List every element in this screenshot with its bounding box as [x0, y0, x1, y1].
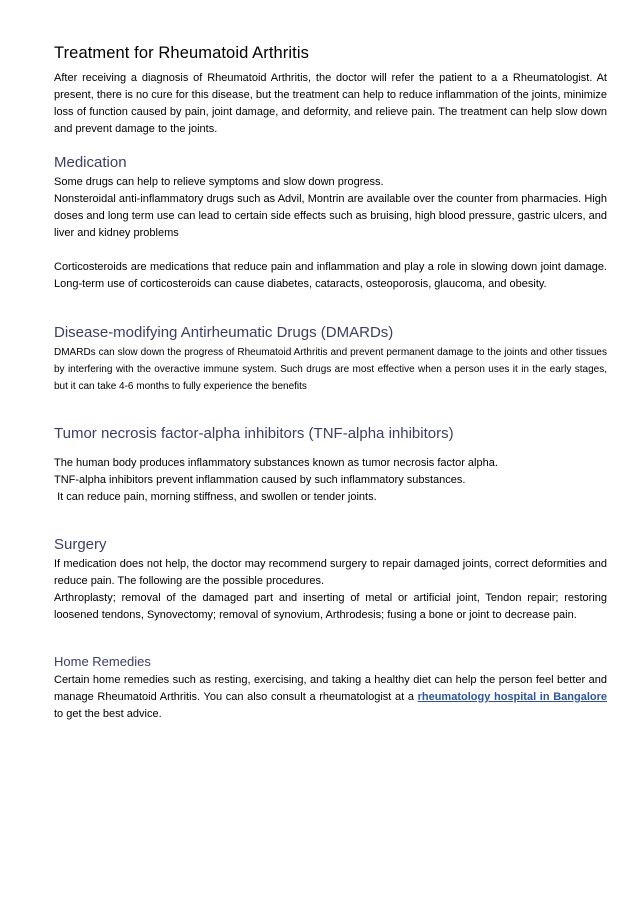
page-title: Treatment for Rheumatoid Arthritis: [54, 44, 309, 62]
home-remedies-text-end: to get the best advice.: [54, 708, 162, 720]
tnf-paragraph-2: TNF-alpha inhibitors prevent inflammation caused by such inflammatory substances.: [54, 474, 466, 486]
surgery-paragraph-2: Arthroplasty; removal of the damaged part and inserting of metal or artificial joint, Tendon repair; restoring loosened tendons, Synovectomy; removal of synovium, Arthrodesis; fusing a bone or joint to decrease pain.: [54, 592, 607, 621]
dmards-paragraph: DMARDs can slow down the progress of Rheumatoid Arthritis and prevent permanent damage to the joints and other tissues by interfering with the overactive immune system. Such drugs are most effective when a person uses it in the early stages, but it can take 4-6 months to fully experience the benefits: [54, 347, 607, 392]
home-remedies-text: Certain home remedies such as resting, exercising, and taking a healthy diet can help the person feel better and manage Rheumatoid Arthritis. You can also consult a rheumatologist at a: [54, 674, 607, 703]
tnf-paragraph-3: It can reduce pain, morning stiffness, and swollen or tender joints.: [54, 491, 377, 503]
surgery-paragraph-1: If medication does not help, the doctor may recommend surgery to repair damaged joints, correct deformities and reduce pain. The following are the possible procedures.: [54, 558, 607, 587]
medication-heading: Medication: [54, 154, 127, 171]
medication-paragraph-3: Corticosteroids are medications that reduce pain and inflammation and play a role in slowing down joint damage. Long-term use of corticosteroids can cause diabetes, cataracts, osteoporosis, glaucoma, and obesity.: [54, 261, 607, 290]
tnf-paragraph-1: The human body produces inflammatory substances known as tumor necrosis factor alpha.: [54, 457, 498, 469]
medication-paragraph-2: Nonsteroidal anti-inflammatory drugs such as Advil, Montrin are available over the counter from pharmacies. High doses and long term use can lead to certain side effects such as bruising, high blood pressure, gastric ulcers, and liver and kidney problems: [54, 193, 607, 239]
home-remedies-heading: Home Remedies: [54, 654, 151, 669]
tnf-heading: Tumor necrosis factor-alpha inhibitors (TNF-alpha inhibitors): [54, 425, 454, 442]
medication-paragraph-1: Some drugs can help to relieve symptoms and slow down progress.: [54, 176, 384, 188]
surgery-heading: Surgery: [54, 536, 107, 553]
intro-paragraph: After receiving a diagnosis of Rheumatoid Arthritis, the doctor will refer the patient to a a Rheumatologist. At present, there is no cure for this disease, but the treatment can help to reduce inflammation of the joints, minimize loss of function caused by pain, joint damage, and deformity, and relieve pain. The treatment can help slow down and prevent damage to the joints.: [54, 72, 607, 135]
home-remedies-paragraph: [54, 672, 607, 723]
document-page: [54, 44, 607, 723]
rheumatology-hospital-link[interactable]: rheumatology hospital in Bangalore: [417, 691, 607, 703]
dmards-heading: Disease-modifying Antirheumatic Drugs (DMARDs): [54, 324, 394, 341]
